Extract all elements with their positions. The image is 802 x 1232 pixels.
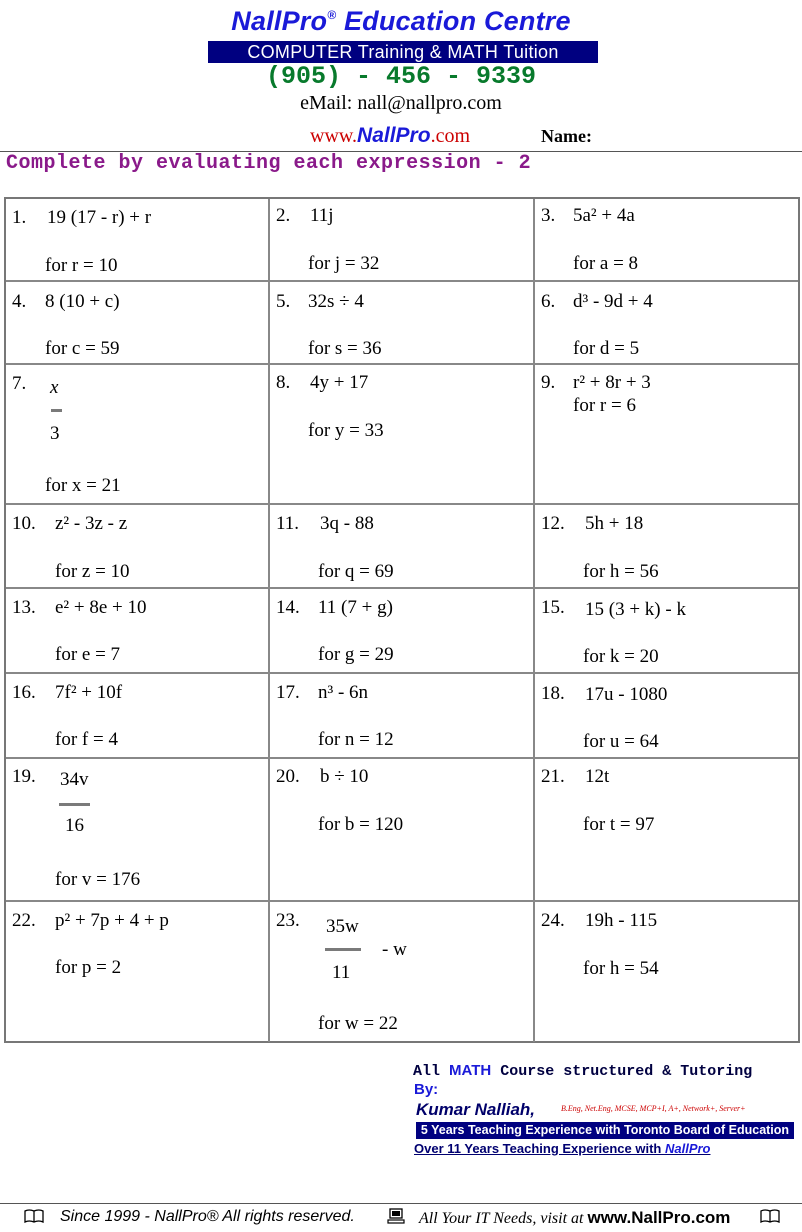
problem-grid (4, 197, 800, 1043)
problem-number: 10. (12, 513, 36, 534)
problem-expression: 11 (7 + g) (318, 597, 393, 618)
footer-tagline-text: All Your IT Needs, visit at (419, 1210, 588, 1227)
problem-cell-3 (535, 199, 798, 282)
problem-expression: 12t (585, 766, 610, 787)
problem-condition: for h = 56 (583, 561, 659, 582)
footer-copyright: Since 1999 - NallPro® All rights reserved. (60, 1208, 355, 1225)
ad-over-brand: NallPro (664, 1141, 711, 1156)
problem-condition: for x = 21 (45, 475, 121, 496)
problem-cell-5 (270, 282, 535, 365)
problem-condition: for e = 7 (55, 644, 121, 665)
problem-condition: for h = 54 (583, 958, 659, 979)
email-line: eMail: nall@nallpro.com (300, 92, 502, 114)
ad-by: By: (414, 1081, 439, 1098)
registered-mark: ® (327, 8, 337, 22)
problem-number: 17. (276, 682, 300, 703)
problem-expression: 11j (310, 205, 334, 226)
problem-condition: for u = 64 (583, 731, 659, 752)
ad-all: All (413, 1063, 450, 1080)
problem-expression: e² + 8e + 10 (55, 597, 147, 618)
problem-condition: for b = 120 (318, 814, 404, 835)
fraction-numerator: 35w (326, 916, 359, 937)
problem-number: 20. (276, 766, 300, 787)
problem-condition: for g = 29 (318, 644, 394, 665)
problem-condition: for p = 2 (55, 957, 122, 978)
worksheet-title: Complete by evaluating each expression - 2 (6, 152, 532, 175)
problem-cell-22 (6, 902, 270, 1042)
problem-condition: for t = 97 (583, 814, 655, 835)
problem-condition: for r = 6 (573, 395, 636, 416)
problem-cell-10 (6, 505, 270, 589)
problem-cell-13 (6, 589, 270, 674)
problem-expression: p² + 7p + 4 + p (55, 910, 169, 931)
problem-condition: for q = 69 (318, 561, 394, 582)
problem-number: 16. (12, 682, 36, 703)
ad-course-line (413, 1062, 752, 1080)
problem-number: 6. (541, 291, 556, 312)
problem-number: 12. (541, 513, 565, 534)
web-suffix: .com (430, 125, 470, 147)
problem-number: 22. (12, 910, 36, 931)
problem-cell-7 (6, 365, 270, 505)
problem-expression: 15 (3 + k) - k (585, 599, 686, 620)
problem-number: 9. (541, 372, 556, 393)
problem-number: 7. (12, 373, 27, 394)
problem-cell-4 (6, 282, 270, 365)
problem-cell-20 (270, 759, 535, 902)
problem-cell-21 (535, 759, 798, 902)
problem-condition: for s = 36 (308, 338, 382, 359)
problem-condition: for c = 59 (45, 338, 120, 359)
problem-expression: r² + 8r + 3 (573, 372, 651, 393)
book-icon (760, 1208, 780, 1229)
problem-cell-23 (270, 902, 535, 1042)
problem-condition: for f = 4 (55, 729, 118, 750)
problem-expression: 19 (17 - r) + r (47, 207, 152, 228)
problem-cell-12 (535, 505, 798, 589)
fraction-trailing-term: - w (382, 939, 407, 960)
problem-condition: for n = 12 (318, 729, 394, 750)
problem-cell-17 (270, 674, 535, 759)
problem-expression: n³ - 6n (318, 682, 369, 703)
footer-website[interactable]: www.NallPro.com (587, 1208, 731, 1227)
problem-expression: 17u - 1080 (585, 684, 668, 705)
ad-tutor-name: Kumar Nalliah, (416, 1100, 536, 1119)
ad-experience-bar: 5 Years Teaching Experience with Toronto Board of Education (416, 1122, 794, 1139)
problem-condition: for w = 22 (318, 1013, 398, 1034)
problem-cell-14 (270, 589, 535, 674)
centre-title (0, 6, 802, 37)
website-link[interactable] (310, 124, 470, 148)
problem-cell-1 (6, 199, 270, 282)
problem-cell-11 (270, 505, 535, 589)
problem-expression: d³ - 9d + 4 (573, 291, 653, 312)
fraction-bar (51, 409, 62, 412)
problem-expression: 8 (10 + c) (45, 291, 120, 312)
problem-cell-18 (535, 674, 798, 759)
problem-number: 1. (12, 207, 27, 228)
problem-condition: for v = 176 (55, 869, 141, 890)
fraction-numerator: x (50, 377, 59, 398)
problem-condition: for d = 5 (573, 338, 640, 359)
ad-credentials: B.Eng, Net.Eng, MCSE, MCP+I, A+, Network+, Server+ (561, 1104, 746, 1113)
fraction-bar (325, 948, 361, 951)
problem-number: 11. (276, 513, 300, 534)
footer-tagline (419, 1208, 730, 1228)
problem-cell-24 (535, 902, 798, 1042)
ad-course-rest: Course structured & Tutoring (491, 1063, 753, 1080)
problem-expression: 3q - 88 (320, 513, 374, 534)
problem-cell-9 (535, 365, 798, 505)
fraction-denominator: 16 (65, 815, 84, 836)
brand-name: NallPro (231, 6, 328, 36)
problem-expression: 5a² + 4a (573, 205, 635, 226)
computer-icon (387, 1208, 405, 1229)
problem-cell-15 (535, 589, 798, 674)
problem-number: 15. (541, 597, 565, 618)
training-banner: COMPUTER Training & MATH Tuition (208, 41, 598, 63)
problem-number: 8. (276, 372, 291, 393)
problem-condition: for z = 10 (55, 561, 130, 582)
problem-cell-19 (6, 759, 270, 902)
problem-number: 2. (276, 205, 291, 226)
problem-cell-8 (270, 365, 535, 505)
problem-condition: for r = 10 (45, 255, 118, 276)
phone-number: (905) - 456 - 9339 (265, 62, 537, 91)
problem-number: 23. (276, 910, 300, 931)
title-rest: Education Centre (336, 6, 571, 36)
fraction-denominator: 3 (50, 423, 60, 444)
problem-number: 21. (541, 766, 565, 787)
problem-cell-6 (535, 282, 798, 365)
problem-number: 14. (276, 597, 300, 618)
problem-number: 3. (541, 205, 556, 226)
problem-expression: 4y + 17 (310, 372, 369, 393)
web-brand: NallPro (357, 124, 431, 147)
problem-expression: 32s ÷ 4 (308, 291, 364, 312)
problem-number: 4. (12, 291, 27, 312)
ad-math: MATH (449, 1062, 492, 1079)
problem-number: 13. (12, 597, 36, 618)
problem-expression: 19h - 115 (585, 910, 658, 931)
ad-over-line (414, 1141, 711, 1156)
problem-expression: b ÷ 10 (320, 766, 369, 787)
problem-cell-16 (6, 674, 270, 759)
fraction-bar (59, 803, 90, 806)
problem-condition: for a = 8 (573, 253, 639, 274)
fraction-numerator: 34v (60, 769, 89, 790)
problem-condition: for j = 32 (308, 253, 380, 274)
fraction-denominator: 11 (332, 962, 351, 983)
book-icon (24, 1208, 44, 1229)
problem-cell-2 (270, 199, 535, 282)
ad-over-text: Over 11 Years Teaching Experience with (414, 1141, 665, 1156)
problem-number: 5. (276, 291, 291, 312)
problem-number: 18. (541, 683, 565, 704)
problem-expression: 5h + 18 (585, 513, 644, 534)
problem-condition: for y = 33 (308, 420, 384, 441)
problem-expression: 7f² + 10f (55, 682, 123, 703)
problem-expression: z² - 3z - z (55, 513, 128, 534)
footer-divider (0, 1203, 802, 1204)
name-label: Name: (541, 126, 592, 146)
web-prefix: www. (310, 125, 358, 147)
problem-condition: for k = 20 (583, 646, 659, 667)
problem-number: 19. (12, 766, 36, 787)
problem-number: 24. (541, 910, 565, 931)
